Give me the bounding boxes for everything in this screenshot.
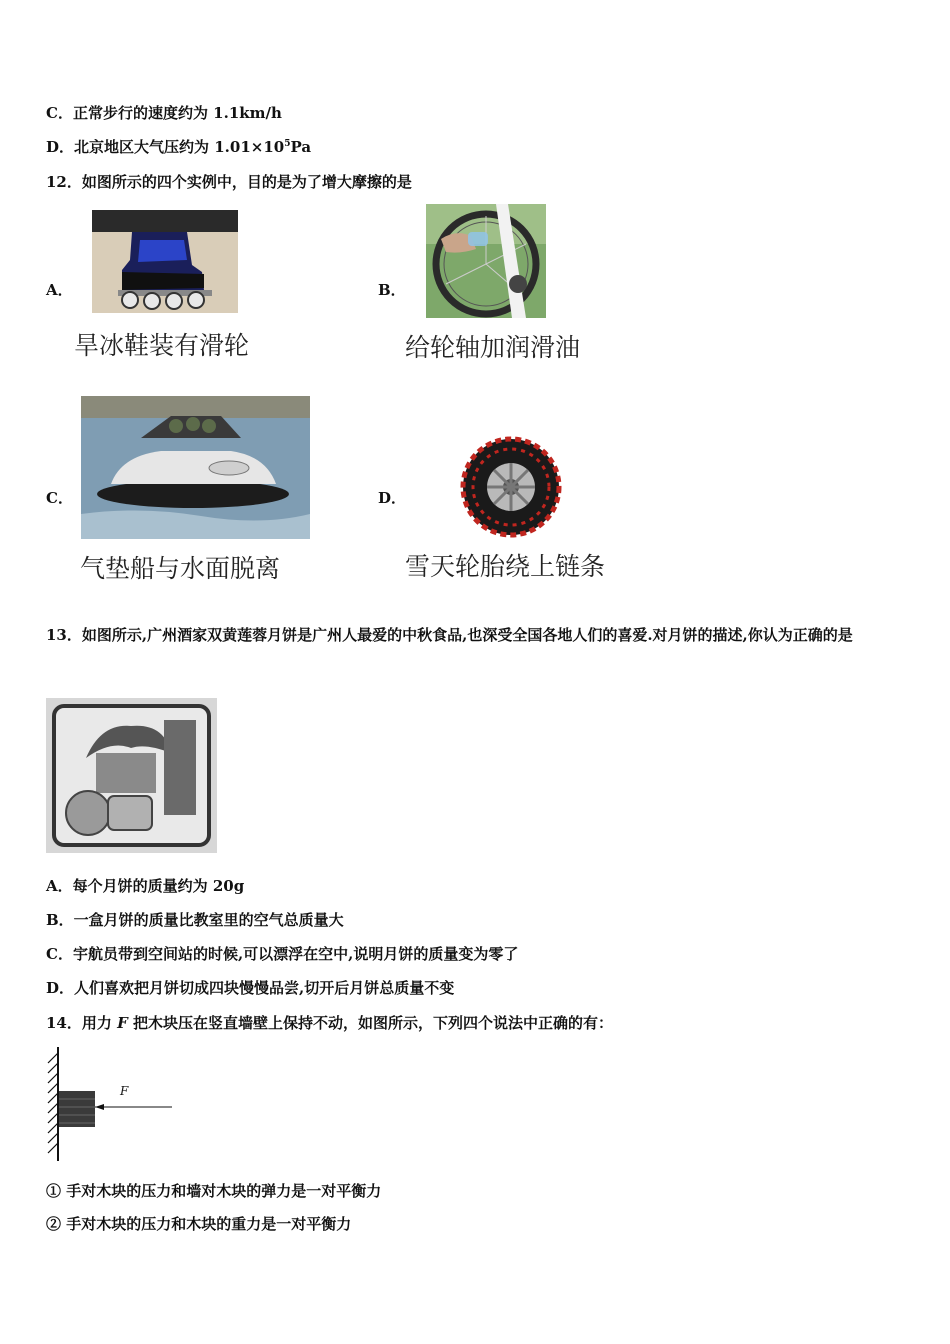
q14-statement-2: ② 手对木块的压力和木块的重力是一对平衡力 — [46, 1215, 352, 1233]
q11-option-d-text: D．北京地区大气压约为 1.01×10 — [46, 138, 285, 156]
q13-option-c: C．宇航员带到空间站的时候,可以漂浮在空中,说明月饼的质量变为零了 — [46, 945, 519, 963]
q12-option-b-caption: 给轮轴加润滑油 — [405, 333, 581, 362]
q12-option-d-caption: 雪天轮胎绕上链条 — [405, 552, 606, 581]
q12-stem: 12．如图所示的四个实例中，目的是为了增大摩擦的是 — [46, 173, 412, 191]
q12-option-c-letter: C． — [46, 489, 73, 507]
mooncake-box-image — [46, 698, 217, 853]
bicycle-oiling-image — [426, 204, 546, 318]
q11-option-d-exponent: 5 — [284, 139, 291, 149]
q11-option-d — [46, 136, 311, 157]
q14-force-variable: F — [117, 1014, 128, 1032]
q12-option-a-caption: 旱冰鞋装有滑轮 — [74, 331, 250, 360]
q13-option-a: A．每个月饼的质量约为 20g — [46, 877, 245, 895]
force-label: F — [120, 1084, 129, 1098]
wall-block-force-figure — [44, 1045, 184, 1165]
q14-stem-start: 14．用力 — [46, 1014, 118, 1032]
q12-option-c-caption: 气垫船与水面脱离 — [80, 554, 281, 583]
hovercraft-image — [81, 396, 310, 539]
q13-stem: 13．如图所示,广州酒家双黄莲蓉月饼是广州人最爱的中秋食品,也深受全国各地人们的喜爱.对月饼的描述,你认为正确的是 — [46, 626, 853, 644]
q14-statement-1: ① 手对木块的压力和墙对木块的弹力是一对平衡力 — [46, 1182, 382, 1200]
q11-option-d-unit: Pa — [290, 138, 312, 156]
q13-option-b: B．一盒月饼的质量比教室里的空气总质量大 — [46, 911, 344, 929]
q14-stem-end: 把木块压在竖直墙壁上保持不动，如图所示，下列四个说法中正确的有： — [127, 1014, 613, 1032]
tire-chain-image — [460, 436, 563, 539]
q12-option-b-letter: B． — [378, 281, 406, 299]
rollerblade-image — [92, 210, 238, 313]
q12-option-a-letter: A． — [46, 281, 73, 299]
q13-option-d: D．人们喜欢把月饼切成四块慢慢品尝,切开后月饼总质量不变 — [46, 979, 455, 997]
q14-stem — [46, 1012, 613, 1033]
q11-option-c: C．正常步行的速度约为 1.1km/h — [46, 104, 282, 122]
q12-option-d-letter: D． — [378, 489, 407, 507]
